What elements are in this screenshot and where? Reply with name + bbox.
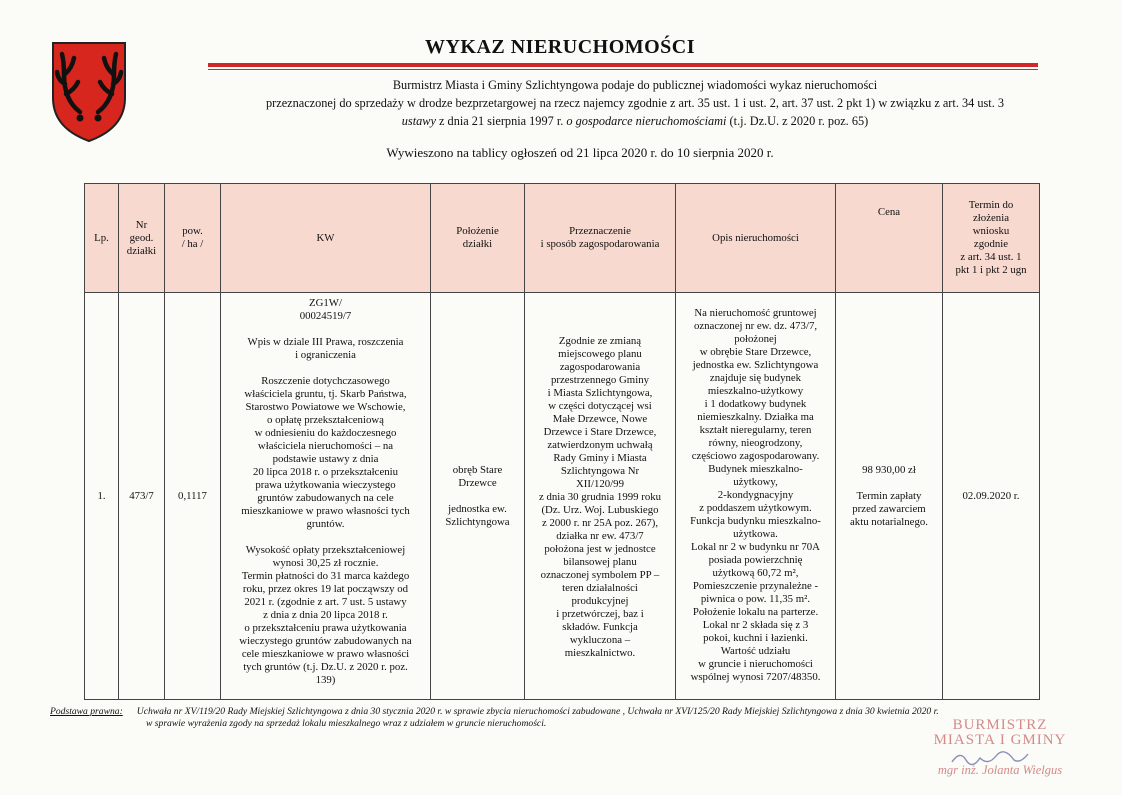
text-line: częściowo zagospodarowany. bbox=[691, 450, 820, 462]
text-line bbox=[223, 323, 428, 336]
text-line bbox=[433, 490, 522, 503]
text-line: Pomieszczenie przynależne - bbox=[692, 580, 819, 592]
text-line: / ha / bbox=[181, 238, 204, 250]
text-line: (Dz. Urz. Woj. Lubuskiego bbox=[541, 504, 659, 516]
text-line: złożenia bbox=[973, 212, 1009, 224]
text-line: znajduje się budynek bbox=[709, 372, 802, 384]
text-line: Położenie bbox=[456, 225, 499, 237]
intro-line-3: ustawy z dnia 21 sierpnia 1997 r. o gospodarce nieruchomościami (t.j. Dz.U. z 2020 r. poz. 65) bbox=[401, 114, 869, 128]
text-line bbox=[838, 477, 940, 490]
text-line: podstawie ustawy z dnia bbox=[272, 453, 379, 465]
text-line: składów. Funkcja bbox=[562, 621, 638, 633]
header-przeznaczenie bbox=[525, 184, 676, 293]
text-line: aktu notarialnego. bbox=[850, 515, 928, 528]
intro-line-2: przeznaczonej do sprzedaży w drodze bezprzetargowej na rzecz najemcy zgodnie z art. 35 ust. 1 i ust. 2, art. 37 ust. 2 pkt 1) w związku z art. 34 ust. 3 bbox=[266, 96, 1004, 110]
text-line: Roszczenie dotychczasowego bbox=[261, 375, 390, 387]
text-line: i 1 dodatkowy budynek bbox=[704, 398, 807, 410]
text-line: Zgodnie ze zmianą bbox=[558, 335, 642, 347]
text-line: i przetwórczej, baz i bbox=[556, 608, 644, 620]
text-line: 2021 r. (zgodnie z art. 7 ust. 5 ustawy bbox=[244, 596, 407, 608]
title-rule-thick bbox=[208, 63, 1038, 67]
text-line: pow. bbox=[182, 225, 203, 237]
stamp-line-3: mgr inż. Jolanta Wielgus bbox=[937, 763, 1063, 777]
title-rule-thin bbox=[208, 69, 1038, 70]
text-line: wieczystego gruntów zabudowanych na bbox=[239, 635, 412, 647]
text-line: geod. bbox=[129, 231, 154, 244]
text-line: Rady Gminy i Miasta bbox=[553, 452, 647, 464]
stamp-line-2: MIASTA I GMINY bbox=[933, 732, 1067, 748]
text-line: Szlichtyngowa Nr bbox=[560, 465, 640, 477]
text-line: Na nieruchomość gruntowej bbox=[694, 307, 817, 319]
stamp-line-1: BURMISTRZ bbox=[952, 717, 1048, 733]
table-row bbox=[85, 293, 1040, 700]
text-line: właściciela gruntu, tj. Skarb Państwa, bbox=[244, 388, 407, 400]
text-line: użytkowa. bbox=[733, 528, 778, 540]
cell-nr: 473/7 bbox=[119, 293, 165, 700]
text-line: w gruncie i nieruchomości bbox=[698, 658, 813, 670]
header-polozenie bbox=[431, 184, 525, 293]
text-line: zgodnie bbox=[973, 238, 1009, 250]
header-pow bbox=[165, 184, 221, 293]
text-line: w obrębie Stare Drzewce, bbox=[699, 346, 812, 358]
text-line: XII/120/99 bbox=[576, 478, 624, 490]
text-line: mieszkalno-użytkowy bbox=[707, 385, 804, 397]
text-line: Wartość udziału bbox=[720, 645, 791, 657]
text-line: miejscowego planu bbox=[558, 348, 642, 360]
text-line: z dnia 30 grudnia 1999 roku bbox=[538, 491, 662, 503]
text-line: produkcyjnej bbox=[571, 595, 629, 607]
text-line: Budynek mieszkalno- bbox=[708, 463, 803, 475]
text-line: mieszkalnictwo. bbox=[564, 647, 636, 659]
text-line: 98 930,00 zł bbox=[862, 463, 916, 476]
text-line: tych gruntów (t.j. Dz.U. z 2020 r. poz. bbox=[243, 661, 408, 673]
text-line: Termin do bbox=[968, 199, 1014, 211]
intro-line-1: Burmistrz Miasta i Gminy Szlichtyngowa podaje do publicznej wiadomości wykaz nieruchomości bbox=[392, 78, 878, 92]
text-line: Lokal nr 2 składa się z 3 bbox=[702, 619, 809, 631]
text-line: działka nr ew. 473/7 bbox=[556, 530, 644, 542]
text-line: Funkcja budynku mieszkalno- bbox=[690, 515, 821, 527]
text-line: Małe Drzewce, Nowe bbox=[552, 413, 648, 425]
text-line: i ograniczenia bbox=[295, 349, 356, 361]
text-line: oznaczonej symbolem PP – bbox=[540, 569, 660, 581]
legal-basis-label: Podstawa prawna: bbox=[50, 706, 123, 717]
text-line: 20 lipca 2018 r. o przekształceniu bbox=[252, 466, 399, 478]
text-line: położonej bbox=[734, 333, 777, 345]
text-line: mieszkaniowe w prawo własności tych bbox=[241, 505, 410, 517]
text-line: zatwierdzonym uchwałą bbox=[547, 439, 653, 451]
text-line: wykluczona – bbox=[569, 634, 631, 646]
text-line: Szlichtyngowa bbox=[445, 515, 510, 528]
text-line: Drzewce i Stare Drzewce, bbox=[543, 426, 657, 438]
text-line: równy, nieogrodzony, bbox=[708, 437, 803, 449]
text-line: Termin płatności do 31 marca każdego bbox=[241, 570, 410, 582]
cell-przeznaczenie bbox=[525, 293, 676, 700]
signature-icon bbox=[950, 748, 1030, 770]
cell-lp: 1. bbox=[85, 293, 119, 700]
text-line: Termin zapłaty bbox=[856, 489, 922, 502]
text-line: działki bbox=[126, 244, 157, 257]
table-header-row bbox=[85, 184, 1040, 293]
header-lp: Lp. bbox=[85, 184, 119, 293]
header-kw: KW bbox=[221, 184, 431, 293]
text-line: w części dotyczącej wsi bbox=[548, 400, 652, 412]
text-line: z dnia z dnia 20 lipca 2018 r. bbox=[263, 609, 388, 621]
text-line: jednostka ew. bbox=[448, 502, 507, 515]
text-line: Starostwo Powiatowe we Wschowie, bbox=[245, 401, 406, 413]
text-line: Wysokość opłaty przekształceniowej bbox=[245, 544, 406, 556]
text-line: Drzewce bbox=[458, 476, 497, 489]
legal-basis-line-2: w sprawie wyrażenia zgody na sprzedaż lokalu mieszkalnego wraz z udziałem w gruncie nieruchomości. bbox=[146, 718, 547, 729]
cell-cena bbox=[836, 293, 943, 700]
text-line: roku, przez okres 19 lat począwszy od bbox=[242, 583, 409, 595]
text-line: posiada powierzchnię bbox=[708, 554, 803, 566]
text-line: użytkowy, bbox=[733, 476, 778, 488]
text-line: Lokal nr 2 w budynku nr 70A bbox=[691, 541, 820, 553]
text-line: obręb Stare bbox=[452, 463, 503, 476]
text-line: z art. 34 ust. 1 bbox=[960, 251, 1022, 263]
text-line: zagospodarowania bbox=[559, 361, 641, 373]
text-line: właściciela nieruchomości – na bbox=[257, 440, 394, 452]
text-line: położona jest w jednostce bbox=[544, 543, 656, 555]
text-line: pkt 1 i pkt 2 ugn bbox=[955, 264, 1027, 276]
text-line: piwnica o pow. 11,35 m². bbox=[700, 593, 811, 605]
header-cena: Cena bbox=[836, 184, 943, 293]
cell-polozenie bbox=[431, 293, 525, 700]
property-table bbox=[84, 183, 1040, 700]
text-line: 00024519/7 bbox=[299, 310, 352, 322]
text-line: pokoi, kuchni i łazienki. bbox=[703, 632, 808, 644]
text-line: działki bbox=[462, 238, 493, 250]
text-line: bilansowej planu bbox=[563, 556, 637, 568]
text-line bbox=[223, 362, 428, 375]
text-line: oznaczonej nr ew. dz. 473/7, bbox=[693, 320, 818, 332]
text-line: wspólnej wynosi 7207/48350. bbox=[690, 671, 821, 683]
text-line: przed zawarciem bbox=[852, 502, 926, 515]
intro-text bbox=[220, 76, 1050, 130]
cell-termin: 02.09.2020 r. bbox=[943, 293, 1040, 700]
text-line: gruntów zabudowanych na cele bbox=[257, 492, 394, 504]
posting-period: Wywieszono na tablicy ogłoszeń od 21 lipca 2020 r. do 10 sierpnia 2020 r. bbox=[386, 145, 774, 160]
header-termin bbox=[943, 184, 1040, 293]
text-line: jednostka ew. Szlichtyngowa bbox=[692, 359, 819, 371]
text-line: 139) bbox=[315, 674, 336, 686]
cell-opis bbox=[676, 293, 836, 700]
legal-basis-line-1: Uchwała nr XV/119/20 Rady Miejskiej Szlichtyngowa z dnia 30 stycznia 2020 r. w sprawie zbycia nieruchomości zabudowane , Uchwała nr XVI/125/20 Rady Miejskiej Szlichtyngowa z dnia 30 kwietnia 2020 r. bbox=[136, 706, 939, 717]
text-line: Nr bbox=[135, 218, 148, 231]
text-line: niemieszkalny. Działka ma bbox=[697, 411, 814, 423]
text-line: wynosi 30,25 zł rocznie. bbox=[272, 557, 379, 569]
text-line: przestrzennego Gminy bbox=[550, 374, 650, 386]
cell-pow: 0,1117 bbox=[165, 293, 221, 700]
coat-of-arms-icon bbox=[50, 40, 128, 144]
text-line: wniosku bbox=[972, 225, 1010, 237]
cell-kw bbox=[221, 293, 431, 700]
text-line: i Miasta Szlichtyngowa, bbox=[547, 387, 653, 399]
text-line: prawa użytkowania wieczystego bbox=[255, 479, 396, 491]
text-line: użytkową 60,72 m², bbox=[712, 567, 799, 579]
text-line: z 2000 r. nr 25A poz. 267), bbox=[541, 517, 659, 529]
text-line: Położenie lokalu na parterze. bbox=[692, 606, 819, 618]
text-line: teren działalności bbox=[562, 582, 638, 594]
text-line: Przeznaczenie bbox=[569, 225, 631, 237]
text-line: gruntów. bbox=[306, 518, 345, 530]
text-line: 2-kondygnacyjny bbox=[717, 489, 794, 501]
text-line: ZG1W/ bbox=[309, 297, 342, 309]
text-line: w odniesieniu do każdoczesnego bbox=[254, 427, 397, 439]
text-line: Wpis w dziale III Prawa, roszczenia bbox=[247, 336, 404, 348]
text-line: cele mieszkaniowe w prawo własności bbox=[241, 648, 410, 660]
text-line: kształt nieregularny, teren bbox=[699, 424, 812, 436]
text-line bbox=[223, 531, 428, 544]
text-line: z poddaszem użytkowym. bbox=[699, 502, 812, 514]
text-line: o opłatę przekształceniową bbox=[267, 414, 384, 426]
header-opis: Opis nieruchomości bbox=[676, 184, 836, 293]
text-line: o przekształceniu prawa użytkowania bbox=[244, 622, 407, 634]
header-nr bbox=[119, 184, 165, 293]
text-line: i sposób zagospodarowania bbox=[540, 238, 660, 250]
document-title: WYKAZ NIERUCHOMOŚCI bbox=[424, 36, 696, 58]
